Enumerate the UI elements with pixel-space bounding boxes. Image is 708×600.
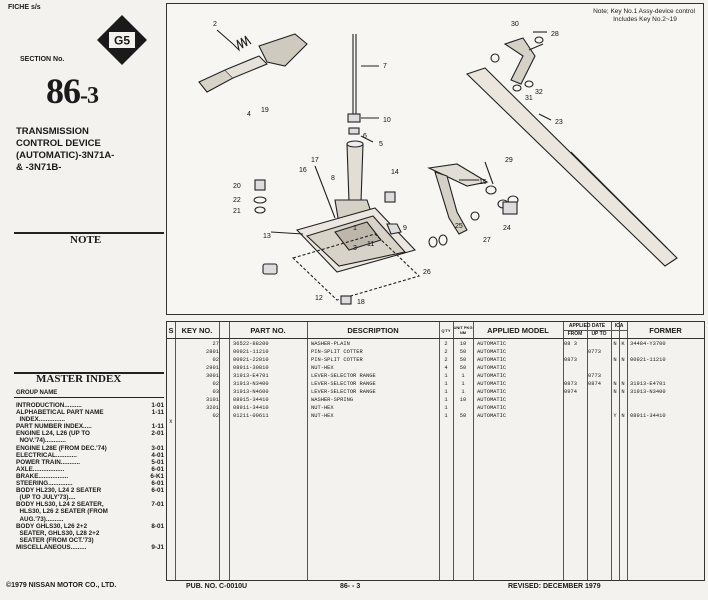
header-ica: ICA (614, 323, 624, 329)
callout-25: 25 (455, 223, 463, 230)
index-item-name: ALPHABETICAL PART NAME INDEX............... (16, 409, 104, 424)
cell-f2: K (621, 341, 625, 347)
cell-f1: N (613, 389, 617, 395)
title-line: CONTROL DEVICE (16, 138, 101, 149)
index-item (16, 473, 164, 480)
cell-part: 08911-34410 (233, 405, 269, 411)
cell-part: 31913-N4600 (233, 389, 269, 395)
index-item (16, 459, 164, 466)
cell-desc: NUT-HEX (311, 413, 334, 419)
cell-part: 08915-34410 (233, 397, 269, 403)
table-row (167, 356, 704, 364)
header-from: FROM (567, 331, 583, 337)
cell-model: AUTOMATIC (477, 413, 507, 419)
page-number: 86- - 3 (340, 583, 361, 590)
callout-3: 3 (353, 245, 357, 252)
header-subdivider (563, 330, 627, 331)
table-row (167, 380, 704, 388)
diagram-note-line: Note; Key No.1 Assy-device control (593, 8, 695, 15)
index-item-code: 3-01 (151, 444, 164, 452)
table-row (167, 364, 704, 372)
callout-2: 2 (213, 21, 217, 28)
cell-key: 02 (212, 381, 219, 387)
index-item-code: 6-01 (151, 487, 164, 495)
index-item (16, 466, 164, 473)
table-row (167, 412, 704, 420)
cell-unit: 1 (461, 381, 465, 387)
section-number (46, 70, 98, 112)
header-model: APPLIED MODEL (487, 325, 549, 335)
cell-key: 03 (212, 389, 219, 395)
index-item-name: STEERING.............. (16, 480, 73, 488)
group-name-label: GROUP NAME (16, 390, 58, 396)
callout-10: 10 (383, 117, 391, 124)
callout-1: 1 (353, 225, 357, 232)
cell-part: 00921-22010 (233, 357, 269, 363)
cell-qty: 2 (444, 357, 448, 363)
parts-table (166, 321, 705, 581)
section-main: 86 (46, 71, 80, 111)
header-key: KEY NO. (181, 325, 213, 335)
header-unit: UNIT PKG NM (453, 325, 473, 335)
index-item (16, 523, 164, 544)
index-item-code: 6-K1 (150, 472, 164, 480)
group-badge (96, 14, 148, 66)
index-item-code: 1-01 (151, 402, 164, 409)
callout-31: 31 (525, 95, 533, 102)
side-mark: x (169, 418, 173, 425)
cell-qty: 4 (444, 365, 448, 371)
cell-model: AUTOMATIC (477, 389, 507, 395)
cell-unit: 50 (459, 349, 467, 355)
index-item-code: 6-01 (151, 480, 164, 488)
table-row (167, 388, 704, 396)
cell-model: AUTOMATIC (477, 365, 507, 371)
index-item (16, 452, 164, 459)
callout-23: 23 (555, 119, 563, 126)
publication-number: PUB. NO. C-0010U (186, 583, 248, 590)
cell-key: 3001 (206, 373, 219, 379)
copyright: ©1979 NISSAN MOTOR CO., LTD. (6, 582, 117, 589)
index-item (16, 445, 164, 452)
cell-key: 3201 (206, 405, 219, 411)
index-item-name: ELECTRICAL............ (16, 451, 77, 459)
callout-22: 22 (233, 197, 241, 204)
cell-desc: LEVER-SELECTOR RANGE (311, 373, 376, 379)
index-item-code: 7-01 (151, 501, 164, 509)
cell-from: 0974 (564, 389, 577, 395)
index-item-name: BODY HL230, L24 2 SEATER (UP TO JULY'73).... (16, 487, 102, 502)
cell-key: 2801 (206, 349, 219, 355)
cell-f2: N (621, 357, 625, 363)
callout-32: 32 (535, 89, 543, 96)
index-item-name: PART NUMBER INDEX..... (16, 423, 92, 431)
fiche-label: FICHE s/s (8, 4, 41, 11)
cell-former: 08911-34410 (630, 413, 666, 419)
index-item (16, 430, 164, 444)
cell-unit: 50 (459, 413, 467, 419)
index-item (16, 402, 164, 409)
cell-key: 2901 (206, 365, 219, 371)
cell-upto: 0874 (588, 381, 601, 387)
index-item-code: 1-11 (151, 423, 164, 431)
cell-f2: N (621, 413, 625, 419)
cell-unit: 10 (459, 397, 467, 403)
cell-desc: WASHER-SPRING (311, 397, 354, 403)
table-row (167, 404, 704, 412)
index-item-name: MISCELLANEOUS......... (16, 543, 87, 551)
section-title (16, 126, 164, 174)
cell-from: 0873 (564, 381, 577, 387)
cell-part: 31913-E4701 (233, 373, 269, 379)
header-divider (167, 338, 704, 339)
cell-key: 02 (212, 357, 219, 363)
cell-model: AUTOMATIC (477, 373, 507, 379)
callout-30: 30 (511, 21, 519, 28)
master-index-list (16, 402, 164, 551)
cell-unit: 10 (459, 341, 467, 347)
cell-unit: 1 (461, 389, 465, 395)
cell-model: AUTOMATIC (477, 397, 507, 403)
callout-5: 5 (379, 141, 383, 148)
title-line: (AUTOMATIC)-3N71A- (16, 150, 115, 161)
index-item (16, 501, 164, 522)
callout-19: 19 (261, 107, 269, 114)
note-heading: NOTE (70, 234, 102, 246)
cell-qty: 1 (444, 373, 448, 379)
cell-f2: N (621, 389, 625, 395)
cell-key: 27 (212, 341, 219, 347)
cell-former: 00921-11210 (630, 357, 666, 363)
index-item-code: 2-01 (151, 430, 164, 438)
cell-qty: 1 (444, 405, 448, 411)
cell-model: AUTOMATIC (477, 381, 507, 387)
index-item-name: AXLE.................. (16, 465, 65, 473)
cell-former: 31913-N3400 (630, 389, 666, 395)
cell-f1: Y (613, 413, 617, 419)
section-label: SECTION No. (20, 56, 65, 63)
diagram-svg (167, 4, 703, 314)
index-item-name: INTRODUCTION.......... (16, 402, 82, 409)
cell-part: 36522-88200 (233, 341, 269, 347)
index-item-code: 5-01 (151, 458, 164, 466)
cell-model: AUTOMATIC (477, 349, 507, 355)
index-item-name: BODY HLS30, L24 2 SEATER, HLS30, L26 2 SEATER (FROM AUG.'73).......... (16, 501, 108, 523)
table-row (167, 372, 704, 380)
callout-26: 26 (423, 269, 431, 276)
cell-part: 31913-N3400 (233, 381, 269, 387)
callout-12: 12 (315, 295, 323, 302)
cell-qty: 2 (444, 349, 448, 355)
index-item-code: 6-01 (151, 465, 164, 473)
cell-model: AUTOMATIC (477, 341, 507, 347)
header-former: FORMER (649, 325, 682, 335)
master-index-title: MASTER INDEX (36, 373, 122, 385)
header-date: APPLIED DATE (568, 323, 606, 329)
cell-part: 08911-30810 (233, 365, 269, 371)
callout-24: 24 (503, 225, 511, 232)
cell-desc: PIN-SPLIT COTTER (311, 349, 363, 355)
cell-qty: 1 (444, 413, 448, 419)
callout-13: 13 (263, 233, 271, 240)
callout-16: 16 (299, 167, 307, 174)
index-item-name: BRAKE................. (16, 472, 69, 480)
callout-7: 7 (383, 63, 387, 70)
revision-date: REVISED: DECEMBER 1979 (508, 583, 601, 590)
index-item-name: POWER TRAIN........... (16, 458, 81, 466)
cell-qty: 1 (444, 397, 448, 403)
callout-4: 4 (247, 111, 251, 118)
cell-f1: N (613, 341, 617, 347)
header-part: PART NO. (250, 325, 286, 335)
cell-upto: 0773 (588, 349, 601, 355)
callout-20: 20 (233, 183, 241, 190)
section-sub: -3 (80, 83, 98, 109)
header-s: S (168, 325, 174, 335)
header-desc: DESCRIPTION (347, 325, 399, 335)
cell-key: 02 (212, 413, 219, 419)
cell-desc: NUT-HEX (311, 405, 334, 411)
callout-8: 8 (331, 175, 335, 182)
cell-qty: 1 (444, 381, 448, 387)
callout-11: 11 (367, 241, 375, 248)
title-line: TRANSMISSION (16, 126, 89, 137)
cell-f1: N (613, 381, 617, 387)
header-qty: Q'TY (441, 327, 451, 333)
callout-28: 28 (551, 31, 559, 38)
callout-27: 27 (483, 237, 491, 244)
callout-29: 29 (505, 157, 513, 164)
badge-text: G5 (113, 33, 131, 48)
callout-6: 6 (363, 133, 367, 140)
index-item (16, 423, 164, 430)
cell-qty: 2 (444, 341, 448, 347)
cell-unit: 50 (459, 365, 467, 371)
exploded-diagram (166, 3, 704, 315)
cell-unit: 1 (461, 373, 465, 379)
callout-9: 9 (403, 225, 407, 232)
callout-18: 18 (357, 299, 365, 306)
cell-qty: 1 (444, 389, 448, 395)
index-item-code: 1-11 (151, 409, 164, 417)
callout-21: 21 (233, 208, 241, 215)
cell-f2: N (621, 381, 625, 387)
index-item (16, 480, 164, 487)
index-item (16, 409, 164, 423)
callout-14: 14 (391, 169, 399, 176)
index-item (16, 544, 164, 551)
index-item-code: 8-01 (151, 522, 164, 530)
cell-model: AUTOMATIC (477, 357, 507, 363)
cell-upto: 0773 (588, 373, 601, 379)
callout-17: 17 (311, 157, 319, 164)
cell-desc: PIN-SPLIT COTTER (311, 357, 363, 363)
cell-part: 00921-11210 (233, 349, 269, 355)
table-row (167, 348, 704, 356)
cell-model: AUTOMATIC (477, 405, 507, 411)
cell-f1: N (613, 357, 617, 363)
cell-key: 3101 (206, 397, 219, 403)
index-item-name: ENGINE L24, L26 (UP TO NOV.'74)............ (16, 430, 90, 445)
cell-desc: LEVER-SELECTOR RANGE (311, 389, 376, 395)
index-item-code: 4-01 (151, 451, 164, 459)
cell-desc: WASHER-PLAIN (311, 341, 350, 347)
index-item-name: ENGINE L28E (FROM DEC.'74) (16, 444, 107, 452)
cell-desc: LEVER-SELECTOR RANGE (311, 381, 376, 387)
cell-part: 01211-00611 (233, 413, 269, 419)
divider (14, 397, 164, 398)
cell-from: 08 3 (564, 341, 577, 347)
index-item-name: BODY GHLS30, L26 2+2 SEATER, GHLS30, L28 2+2 SEATER (FROM OCT.'73) (16, 522, 100, 544)
header-upto: UP TO (591, 331, 607, 337)
cell-unit: 50 (459, 357, 467, 363)
index-item (16, 487, 164, 501)
cell-from: 0873 (564, 357, 577, 363)
cell-desc: NUT-HEX (311, 365, 334, 371)
cell-former: 31913-E4701 (630, 381, 666, 387)
index-item-code: 9-J1 (151, 543, 164, 551)
table-row (167, 340, 704, 348)
diagram-note-line: Includes Key No.2~19 (613, 16, 677, 23)
callout-15: 15 (479, 179, 487, 186)
title-line: & -3N71B- (16, 162, 62, 173)
table-row (167, 396, 704, 404)
cell-former: 34484-Y3700 (630, 341, 666, 347)
